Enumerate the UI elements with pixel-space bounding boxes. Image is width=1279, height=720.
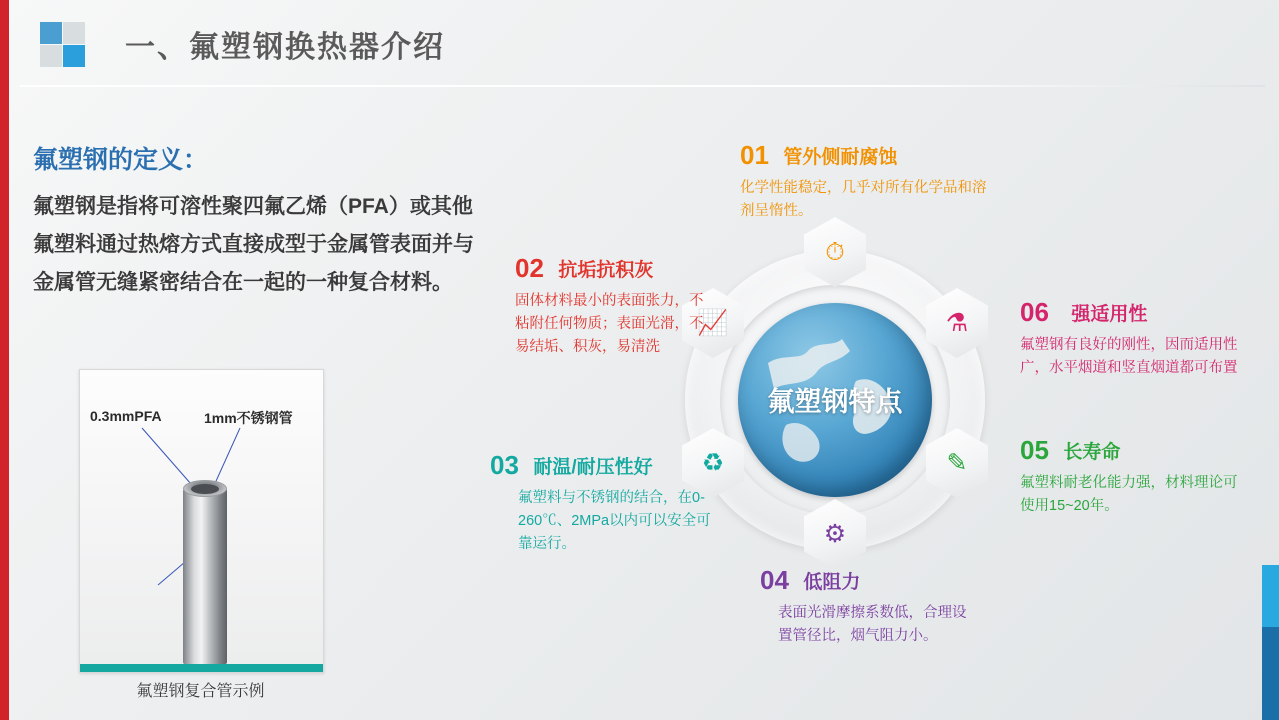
feature-desc: 表面光滑摩擦系数低，合理设置管径比，烟气阻力小。 (778, 605, 967, 644)
feature-item-02 (515, 253, 705, 359)
recycle-icon: ♻ (701, 449, 725, 477)
feature-number: 02 (515, 253, 544, 283)
feature-title: 低阻力 (803, 572, 861, 593)
left-red-bar (0, 0, 9, 720)
hex-05 (926, 428, 988, 498)
feature-item-04 (760, 565, 990, 648)
feature-desc: 氟塑钢有良好的刚性，因而适用性广，水平烟道和竖直烟道都可布置 (1020, 337, 1238, 376)
feature-item-03 (490, 450, 720, 556)
feature-number: 01 (740, 140, 769, 170)
feature-title: 强适用性 (1071, 304, 1148, 325)
feature-desc: 氟塑料与不锈钢的结合，在0-260℃、2MPa以内可以安全可靠运行。 (518, 490, 711, 552)
feature-desc: 化学性能稳定，几乎对所有化学品和溶剂呈惰性。 (740, 180, 987, 219)
feature-desc: 固体材料最小的表面张力，不粘附任何物质；表面光滑，不易结垢、积灰，易清洗 (515, 293, 704, 355)
logo-square-1 (40, 22, 62, 44)
definition-text: 氟塑钢是指将可溶性聚四氟乙烯（PFA）或其他氟塑料通过热熔方式直接成型于金属管表面并与金属管无缝紧密结合在一起的一种复合材料。 (33, 195, 474, 294)
feature-number: 06 (1020, 297, 1049, 327)
definition-heading: 氟塑钢的定义： (33, 146, 209, 174)
hex-04 (804, 499, 866, 569)
feature-title: 长寿命 (1063, 442, 1121, 463)
image-caption: 氟塑钢复合管示例 (136, 683, 265, 700)
pipe-bore (191, 484, 219, 494)
pencil-icon: ✎ (946, 449, 968, 477)
clock-icon: ⏱ (825, 237, 845, 266)
pipe-body (183, 488, 227, 664)
card-bottom-strip (80, 664, 323, 672)
feature-desc: 氟塑料耐老化能力强，材料理论可使用15~20年。 (1020, 475, 1238, 514)
pipe-image-card (79, 369, 324, 673)
features-diagram (470, 105, 1270, 705)
feature-item-05 (1020, 435, 1240, 518)
feature-title: 耐温/耐压性好 (533, 457, 653, 478)
pfa-thickness-label: 0.3mmPFA (90, 408, 162, 424)
feature-title: 管外侧耐腐蚀 (783, 147, 898, 168)
logo-square-2 (63, 22, 85, 44)
logo-square-4 (63, 45, 85, 67)
hex-01 (804, 217, 866, 287)
feature-number: 03 (490, 450, 519, 480)
logo-square-3 (40, 45, 62, 67)
feature-item-01 (740, 140, 1000, 223)
page-title: 一、氟塑钢换热器介绍 (125, 31, 445, 64)
pipe-photo (80, 370, 323, 664)
feature-number: 04 (760, 565, 789, 595)
header-divider (20, 85, 1265, 87)
feature-item-06 (1020, 297, 1250, 380)
steel-pipe-label: 1mm不锈钢管 (204, 410, 293, 426)
center-label: 氟塑钢特点 (767, 387, 903, 417)
header-logo-squares (40, 22, 100, 68)
feature-title: 抗垢抗积灰 (558, 260, 654, 281)
flask-icon: ⚗ (945, 309, 969, 337)
gears-icon: ⚙ (823, 520, 847, 548)
feature-number: 05 (1020, 435, 1049, 465)
hex-06 (926, 288, 988, 358)
chart-icon: 📈 (697, 308, 729, 337)
